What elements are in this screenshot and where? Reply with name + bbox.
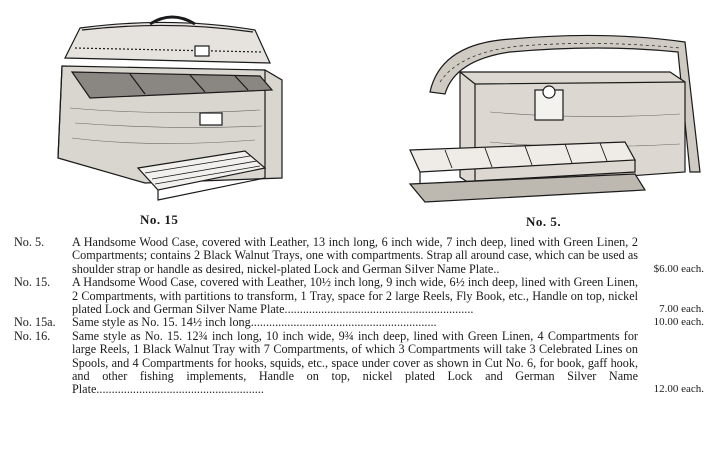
catalog-entry [14,316,704,329]
catalog-listing [14,236,704,397]
tackle-box-no5-illustration [400,22,710,212]
entry-number: No. 15a. [14,315,56,330]
entry-description: Same style as No. 15. 12¾ inch long, 10 inch wide, 9¾ inch deep, lined with Green Linen, 4 Compartments for large Reels, 1 Black Walnut Tray with 7 Compartments, of which 3 Compartments will take 3 Celebrated Lines on Spools, and 4 Compartments for hooks, squids, etc., space under cover as shown in Cut No. 6, for book, gaff hook, and other fishing implements, Handle on top, nickel plated Lock and German Silver Name Plate....................................................... [72,328,638,397]
tackle-box-no15-illustration [50,8,310,208]
entry-description: A Handsome Wood Case, covered with Leather, 13 inch long, 6 inch wide, 7 inch deep, lined with Green Linen, 2 Compartments; contains 2 Black Walnut Trays, one with compartments. Strap all around case, which can be used as shoulder strap or handle as desired, nickel-plated Lock and German Silver Name Plate.. [72,235,638,276]
catalog-entry [14,276,704,316]
entry-number: No. 5. [14,235,45,249]
entry-price: $6.00 each. [653,262,704,275]
catalog-entry [14,236,704,276]
entry-description: A Handsome Wood Case, covered with Leather, 10½ inch long, 9 inch wide, 6½ inch deep, lined with Green Linen, 2 Compartments, with partitions to transform, 1 Tray, space for 2 large Reels, Fly Book, etc., Handle on top, nickel plated Lock and German Silver Name Plate.............................................................. [72,275,638,317]
entry-number: No. 16. [14,328,51,343]
entry-price: 10.00 each. [653,316,704,329]
entry-price: 12.00 each. [653,383,704,396]
entry-number: No. 15. [14,275,51,290]
entry-description: Same style as No. 15. 14½ inch long............................................................. [72,315,437,330]
figure-caption-no15: No. 15 [140,212,179,227]
catalog-entry [14,330,704,397]
figure-caption-no5: No. 5. [526,214,562,229]
entry-price: 7.00 each. [659,303,704,316]
